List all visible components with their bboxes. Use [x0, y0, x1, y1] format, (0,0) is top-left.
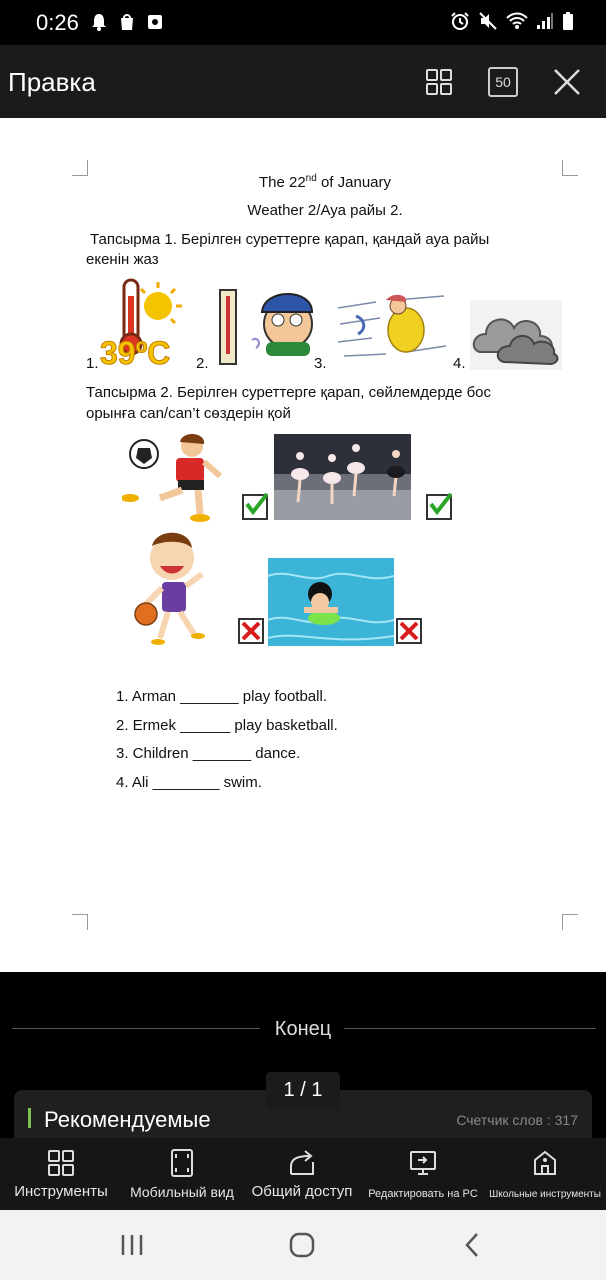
check-icon [428, 492, 452, 516]
exercise-list [116, 688, 338, 802]
margin-corner [562, 914, 578, 930]
pic-number: 2. [196, 355, 209, 372]
page-indicator: 1 / 1 [266, 1072, 340, 1108]
screenshot-icon [146, 12, 164, 32]
wifi-icon [506, 11, 528, 31]
temperature-label: 39ºC [100, 335, 171, 371]
status-time: 0:26 [36, 10, 79, 35]
battery-icon [562, 11, 574, 31]
basketball-boy-image [130, 530, 216, 648]
cloudy-weather-image [470, 300, 562, 370]
edit-on-pc-button[interactable] [360, 1138, 486, 1210]
share-label: Общий доступ [251, 1183, 353, 1200]
swimming-girl-photo [268, 558, 394, 646]
school-icon [530, 1148, 560, 1178]
list-item: 4. Ali ________ swim. [116, 773, 262, 791]
list-item: 1. Arman _______ play football. [116, 688, 327, 705]
can-checkbox[interactable] [242, 494, 268, 520]
page-title: Правка [8, 67, 96, 97]
windy-weather-image [336, 290, 448, 366]
cant-checkbox[interactable] [238, 618, 264, 644]
task1-text: Тапсырма 1. Берілген суреттерге қарап, қандай ауа райы [90, 231, 490, 248]
shopping-bag-icon [118, 12, 136, 32]
share-icon [287, 1148, 317, 1178]
cant-checkbox[interactable] [396, 618, 422, 644]
task2-text-cont: орынға can/can’t сөздерін қой [86, 405, 291, 422]
page-count-button[interactable] [486, 65, 520, 99]
tools-label: Инструменты [14, 1183, 108, 1200]
home-button[interactable] [282, 1230, 322, 1260]
ballet-dancers-photo [274, 434, 411, 520]
accent-bar [28, 1108, 31, 1128]
end-label: Конец [274, 1018, 332, 1040]
mute-icon [478, 11, 498, 31]
divider [344, 1028, 596, 1029]
cold-weather-image [212, 286, 314, 368]
document-page[interactable] [0, 118, 606, 972]
mobile-view-icon [169, 1148, 195, 1178]
word-count: Счетчик слов : 317 [456, 1112, 578, 1128]
home-icon [288, 1231, 316, 1259]
check-icon [244, 492, 268, 516]
cross-icon [240, 620, 262, 642]
can-checkbox[interactable] [426, 494, 452, 520]
status-bar [0, 0, 606, 45]
mobile-view-label: Мобильный вид [130, 1184, 234, 1200]
tools-button[interactable] [0, 1138, 122, 1210]
grid-icon [424, 67, 454, 97]
pc-edit-icon [408, 1148, 438, 1178]
tools-icon [46, 1148, 76, 1178]
margin-corner [72, 914, 88, 930]
doc-subtitle: Weather 2/Ауа райы 2. [247, 202, 403, 219]
recent-apps-icon [119, 1233, 145, 1257]
system-nav-bar [0, 1210, 606, 1280]
task1-text-cont: екенін жаз [86, 251, 159, 268]
signal-icon [536, 11, 554, 31]
recommended-label: Рекомендуемые [44, 1107, 211, 1132]
pic-number: 1. [86, 355, 99, 372]
recent-apps-button[interactable] [112, 1230, 152, 1260]
pic-number: 3. [314, 355, 327, 372]
back-button[interactable] [452, 1230, 492, 1260]
cross-icon [398, 620, 420, 642]
page-count-badge: 50 [488, 67, 518, 97]
doc-date: The 22nd of January [258, 173, 392, 191]
list-item: 2. Ermek ______ play basketball. [116, 716, 338, 734]
grid-view-button[interactable] [422, 65, 456, 99]
edit-on-pc-label: Редактировать на PC [368, 1188, 478, 1200]
share-button[interactable] [244, 1138, 360, 1210]
mobile-view-button[interactable] [122, 1138, 242, 1210]
alarm-bell-icon [90, 12, 108, 32]
alarm-clock-icon [450, 11, 470, 31]
football-boy-image [122, 432, 234, 522]
end-of-document-area [0, 972, 606, 1138]
school-tools-label: Школьные инструменты [489, 1189, 601, 1200]
bottom-toolbar [0, 1138, 606, 1210]
close-icon [552, 67, 582, 97]
task2-text: Тапсырма 2. Берілген суреттерге қарап, сөйлемдерде бос [86, 384, 492, 401]
close-button[interactable] [550, 65, 584, 99]
school-tools-button[interactable] [486, 1138, 604, 1210]
list-item: 3. Children _______ dance. [116, 745, 301, 762]
app-header [0, 45, 606, 118]
pic-number: 4. [453, 355, 466, 372]
back-icon [462, 1232, 482, 1258]
